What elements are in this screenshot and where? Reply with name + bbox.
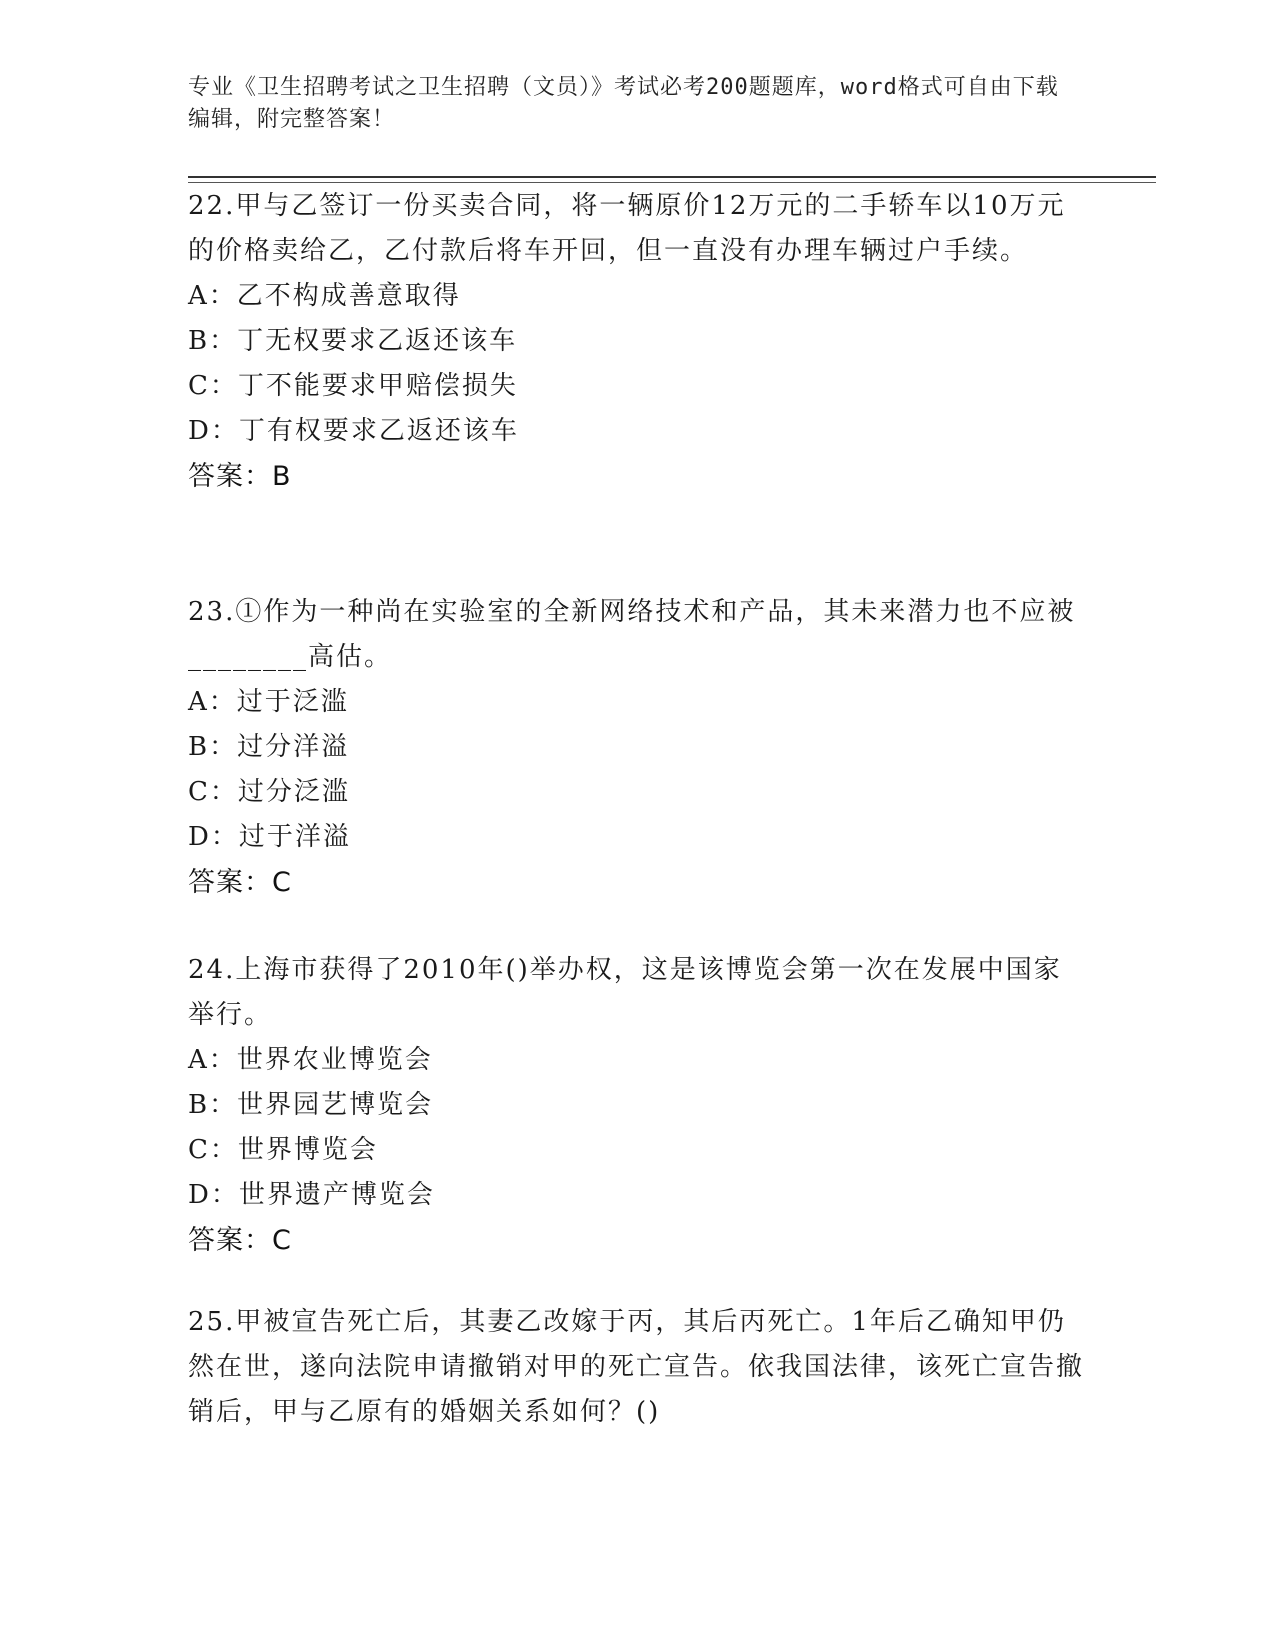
- header-divider-thick: [188, 176, 1156, 178]
- option-d: D：世界遗产博览会: [188, 1180, 435, 1210]
- answer-label: 答案：C: [188, 1225, 292, 1256]
- question-stem: 24.上海市获得了2010年()举办权，这是该博览会第一次在发展中国家举行。: [188, 955, 1062, 1030]
- question-stem: 22.甲与乙签订一份买卖合同，将一辆原价12万元的二手轿车以10万元的价格卖给乙，乙付款后将车开回，但一直没有办理车辆过户手续。: [188, 191, 1066, 266]
- option-a: A：过于泛滥: [188, 687, 349, 717]
- header-divider-thin: [188, 182, 1156, 183]
- option-a: A：乙不构成善意取得: [188, 281, 461, 311]
- question-25: [188, 1300, 1088, 1435]
- question-24: [188, 948, 1088, 1264]
- question-stem: 23.①作为一种尚在实验室的全新网络技术和产品，其未来潜力也不应被________高估。: [188, 597, 1076, 672]
- option-d: D：过于洋溢: [188, 822, 351, 852]
- option-b: B：丁无权要求乙返还该车: [188, 326, 518, 356]
- option-b: B：世界园艺博览会: [188, 1090, 434, 1120]
- question-22: [188, 184, 1088, 500]
- option-b: B：过分洋溢: [188, 732, 350, 762]
- answer-label: 答案：B: [188, 461, 292, 492]
- document-header: 专业《卫生招聘考试之卫生招聘（文员）》考试必考200题题库，word格式可自由下载编辑，附完整答案！: [188, 75, 1059, 132]
- option-c: C：丁不能要求甲赔偿损失: [188, 371, 518, 401]
- option-d: D：丁有权要求乙返还该车: [188, 416, 519, 446]
- option-a: A：世界农业博览会: [188, 1045, 433, 1075]
- option-c: C：过分泛滥: [188, 777, 350, 807]
- option-c: C：世界博览会: [188, 1135, 378, 1165]
- question-23: [188, 590, 1088, 906]
- answer-label: 答案：C: [188, 867, 292, 898]
- question-stem: 25.甲被宣告死亡后，其妻乙改嫁于丙，其后丙死亡。1年后乙确知甲仍然在世，遂向法院申请撤销对甲的死亡宣告。依我国法律，该死亡宣告撤销后，甲与乙原有的婚姻关系如何？(): [188, 1307, 1085, 1427]
